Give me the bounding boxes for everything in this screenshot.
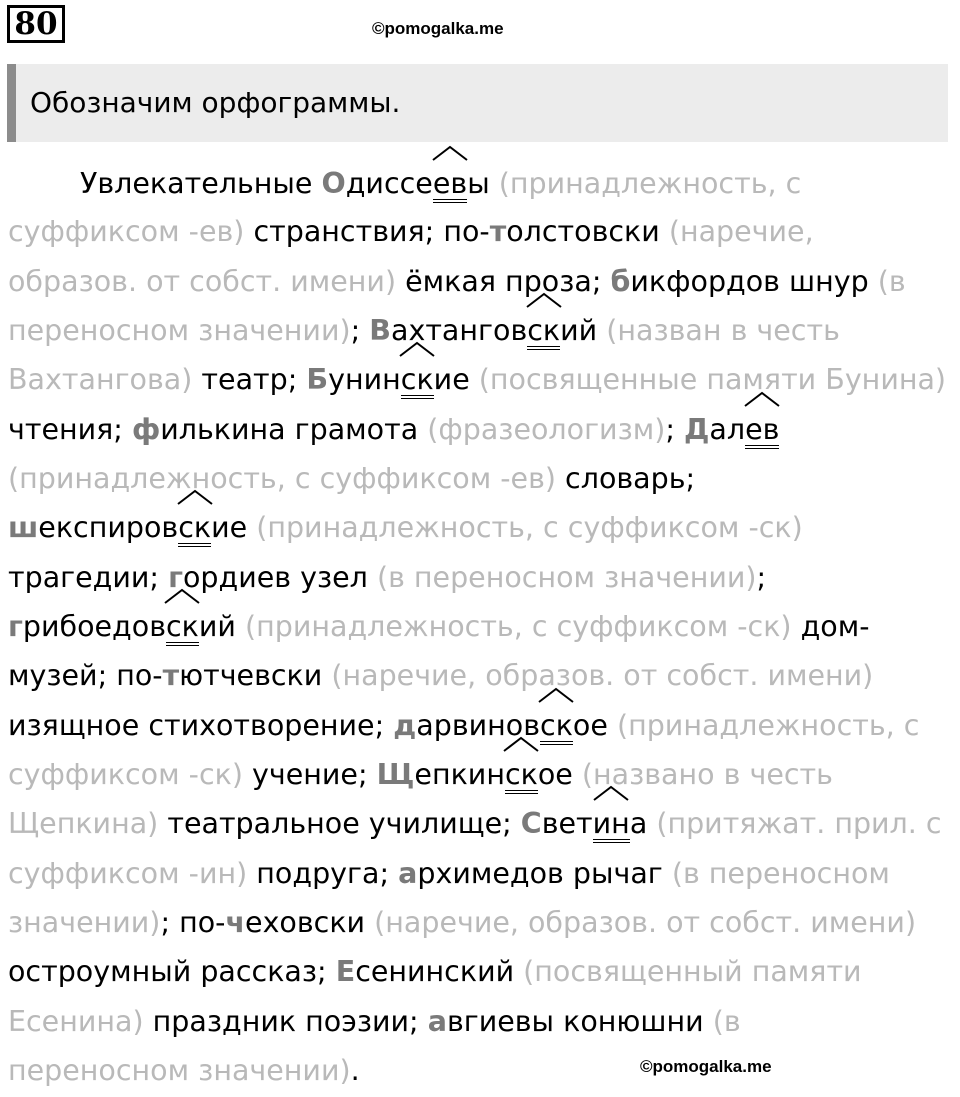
explanation-note: Вахтангова): [8, 363, 193, 396]
capital-letter-highlight: В: [369, 314, 391, 347]
text-fragment: странствия; по-: [244, 215, 490, 248]
explanation-note: значении): [8, 906, 161, 939]
text-line-18: [8, 1002, 741, 1042]
text-fragment: дом-: [791, 610, 870, 643]
explanation-note: суффиксом -ев): [8, 215, 245, 248]
text-fragment: ие: [433, 363, 479, 396]
text-line-12: [8, 706, 919, 746]
explanation-note: (в переносном: [671, 857, 890, 890]
section-heading: Обозначим орфограммы.: [7, 64, 948, 142]
suffix-mark: [505, 755, 538, 795]
capital-letter-highlight: О: [321, 167, 346, 200]
text-fragment: подруга;: [247, 857, 399, 890]
text-fragment: ;: [350, 314, 370, 347]
suffix-arc-icon: [176, 488, 214, 506]
text-fragment: Увлекательные: [80, 167, 322, 200]
suffix-text: ск: [505, 760, 538, 794]
text-fragment: вгиевы конюшни: [446, 1005, 713, 1038]
suffix-arc-icon: [431, 144, 469, 162]
text-fragment: арвинов: [416, 709, 541, 742]
text-fragment: трагедии;: [8, 561, 169, 594]
text-line-15: [8, 854, 890, 894]
explanation-note: (в: [712, 1005, 741, 1038]
text-fragment: словарь;: [556, 462, 696, 495]
suffix-text: ск: [527, 316, 560, 350]
suffix-text: ск: [540, 711, 573, 745]
text-fragment: ий: [560, 314, 607, 347]
text-fragment: театральное училище;: [158, 807, 521, 840]
text-fragment: сенинский: [355, 955, 524, 988]
suffix-text: ск: [401, 365, 434, 399]
letter-highlight: ш: [8, 511, 39, 544]
letter-highlight: ф: [131, 413, 161, 446]
text-fragment: е: [415, 167, 433, 200]
explanation-note: (принадлежность, с: [616, 709, 920, 742]
text-line-14: [8, 804, 942, 844]
text-line-16: [8, 903, 916, 943]
page-number: 80: [7, 5, 65, 43]
suffix-arc-icon: [525, 291, 563, 309]
text-fragment: еховски: [245, 906, 375, 939]
text-fragment: остроумный рассказ;: [8, 955, 336, 988]
text-line-3: [8, 262, 906, 302]
text-fragment: а: [629, 807, 657, 840]
text-fragment: дисс: [345, 167, 416, 200]
explanation-note: (названо в честь: [581, 758, 833, 791]
text-fragment: вет: [541, 807, 593, 840]
text-fragment: ; по-: [160, 906, 226, 939]
suffix-arc-icon: [163, 587, 201, 605]
text-line-10: [8, 607, 870, 647]
explanation-note: (принадлежность, с суффиксом -ев): [8, 462, 556, 495]
text-line-1: [80, 164, 801, 204]
suffix-mark: [433, 164, 467, 204]
capital-letter-highlight: Б: [306, 363, 329, 396]
capital-letter-highlight: Щ: [376, 758, 415, 791]
text-line-7: [8, 459, 695, 499]
text-fragment: ал: [709, 413, 746, 446]
text-line-19: [8, 1051, 360, 1091]
text-fragment: праздник поэзии;: [143, 1005, 428, 1038]
explanation-note: (принадлежность, с: [489, 167, 802, 200]
text-line-13: [8, 755, 833, 795]
suffix-arc-icon: [592, 784, 630, 802]
text-fragment: ое: [537, 758, 582, 791]
text-line-9: [8, 558, 766, 598]
explanation-note: (посвященный памяти: [523, 955, 862, 988]
explanation-note: суффиксом -ин): [8, 857, 248, 890]
letter-highlight: т: [162, 659, 180, 692]
explanation-note: переносном значении): [8, 1054, 351, 1087]
suffix-text: ск: [178, 513, 211, 547]
explanation-note: (принадлежность, с суффиксом -ск): [256, 511, 803, 544]
text-fragment: ое: [572, 709, 617, 742]
letter-highlight: г: [8, 610, 23, 643]
text-fragment: музей; по-: [8, 659, 163, 692]
letter-highlight: г: [168, 561, 183, 594]
text-fragment: рибоедов: [22, 610, 166, 643]
capital-letter-highlight: С: [520, 807, 542, 840]
text-fragment: унин: [328, 363, 401, 396]
text-fragment: ие: [211, 511, 257, 544]
text-fragment: учение;: [242, 758, 377, 791]
explanation-note: (притяжат. прил. с: [656, 807, 942, 840]
letter-highlight: ч: [225, 906, 246, 939]
text-fragment: театр;: [192, 363, 307, 396]
text-fragment: ёмкая проза;: [396, 265, 611, 298]
explanation-note: (наречие, образов. от собст. имени): [331, 659, 874, 692]
text-fragment: ы: [467, 167, 490, 200]
suffix-text: ин: [593, 809, 630, 843]
explanation-note: (в: [877, 265, 906, 298]
text-fragment: ий: [198, 610, 245, 643]
suffix-mark: [178, 508, 211, 548]
explanation-note: суффиксом -ск): [8, 758, 243, 791]
explanation-note: (посвященные памяти Бунина): [478, 363, 947, 396]
letter-highlight: а: [398, 857, 418, 890]
explanation-note: (наречие, образов. от собст. имени): [374, 906, 917, 939]
suffix-mark: [527, 311, 560, 351]
suffix-arc-icon: [502, 735, 540, 753]
suffix-mark: [540, 706, 573, 746]
text-line-5: [8, 360, 946, 400]
text-fragment: .: [350, 1054, 360, 1087]
text-fragment: олстовски: [506, 215, 669, 248]
explanation-note: (в переносном значении): [376, 561, 757, 594]
text-fragment: ;: [756, 561, 767, 594]
text-fragment: епкин: [414, 758, 505, 791]
text-fragment: изящное стихотворение;: [8, 709, 394, 742]
text-fragment: ютчевски: [179, 659, 332, 692]
text-line-2: [8, 212, 814, 252]
suffix-mark: [745, 410, 779, 450]
suffix-arc-icon: [743, 390, 781, 408]
text-fragment: експиров: [38, 511, 179, 544]
suffix-arc-icon: [537, 686, 575, 704]
explanation-note: (принадлежность, с суффиксом -ск): [245, 610, 792, 643]
suffix-text: ск: [166, 612, 199, 646]
suffix-mark: [166, 607, 199, 647]
text-fragment: чтения;: [8, 413, 132, 446]
capital-letter-highlight: Д: [684, 413, 710, 446]
letter-highlight: б: [610, 265, 631, 298]
watermark-top: ©pomogalka.me: [372, 19, 504, 38]
explanation-note: (назван в честь: [606, 314, 840, 347]
suffix-text: ев: [433, 169, 467, 203]
text-line-11: [8, 656, 873, 696]
text-fragment: ;: [665, 413, 685, 446]
letter-highlight: д: [393, 709, 417, 742]
suffix-mark: [593, 804, 630, 844]
letter-highlight: а: [427, 1005, 447, 1038]
suffix-mark: [401, 360, 434, 400]
text-line-8: [8, 508, 803, 548]
explanation-note: (наречие,: [668, 215, 814, 248]
explanation-note: образов. от собст. имени): [8, 265, 397, 298]
capital-letter-highlight: Е: [335, 955, 356, 988]
text-line-17: [8, 952, 862, 992]
text-fragment: икфордов шнур: [630, 265, 878, 298]
suffix-text: ев: [745, 415, 779, 449]
watermark-bottom: ©pomogalka.me: [640, 1057, 772, 1076]
suffix-arc-icon: [398, 340, 436, 358]
text-line-6: [8, 410, 779, 450]
letter-highlight: т: [489, 215, 507, 248]
explanation-note: переносном значении): [8, 314, 351, 347]
text-fragment: рхимедов рычаг: [417, 857, 672, 890]
explanation-note: (фразеологизм): [427, 413, 666, 446]
explanation-note: Есенина): [8, 1005, 144, 1038]
text-fragment: илькина грамота: [160, 413, 428, 446]
text-fragment: ахтангов: [391, 314, 528, 347]
explanation-note: Щепкина): [8, 807, 159, 840]
text-fragment: ордиев узел: [182, 561, 377, 594]
